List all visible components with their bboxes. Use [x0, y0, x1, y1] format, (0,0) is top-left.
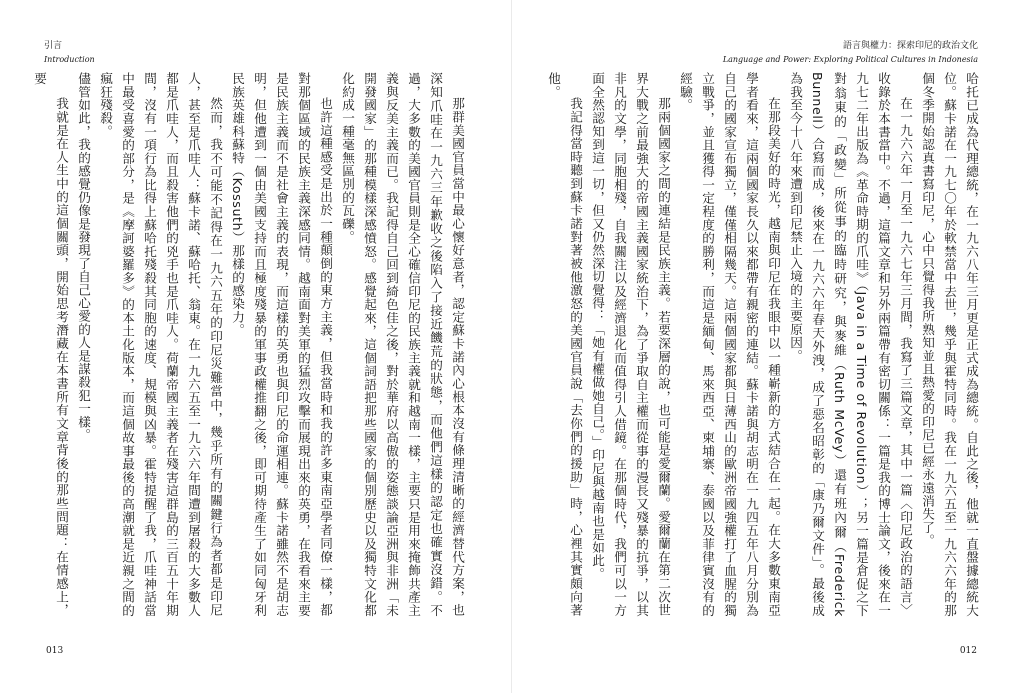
- paragraph: 那兩個國家之間的連結是民族主義。若要深層的說，也可能是愛爾蘭。愛爾蘭在第二次世界大戰之前最強大的帝國主義國家統治下，為了爭取自主權而從事的漫長又殘暴的抗爭，以其非凡的文學，同胞相殘，自我關注以及經濟退化而值得引人借鏡。在那個時代，我們可以一方面全然認知到這一切，但又仍然深切覺得：「她有權做她自己。」印尼與越南也是如此。: [590, 72, 671, 617]
- paragraph: 在那段美好的時光，越南與印尼在我眼中以一種嶄新的方式結合在一起。在大多數東南亞學者看來，這兩個國家長久以來都帶有親密的連結。蘇卡諾與胡志明在一九四五年八月分別為自己的國家宣布獨立，僅僅相隔幾天。這兩個國家都與日薄西山的歐洲帝國強權打了血腥的獨立戰爭，並且獲得一定程度的勝利，而這是緬甸、馬來西亞、柬埔寨、泰國以及菲律賓沒有的經驗。: [678, 72, 781, 617]
- right-page: [512, 0, 1024, 693]
- paragraph: 在一九六六年一月至一九六七年三月間，我寫了三篇文章，其中一篇〈印尼政治的語言〉收錄於本書當中。不過，這篇文章和另外兩篇帶有密切關係：一篇是我的博士論文，後來在一九七二年出版為《革命時期的爪哇》（Java in a Time of Revolution）；另一篇是倉促之下對翁東的「政變」所從事的臨時研究，與麥維（Ruth McVey）還有班內爾（Frederick Bunnell）合寫而成，後來在一九六六年春天外洩，成了惡名昭彰的「康乃爾文件」。最後成為我至今十八年來遭到印尼禁止入境的主要原因。: [788, 72, 913, 617]
- body-text-right: [546, 72, 982, 617]
- page-number-left: 013: [46, 646, 64, 656]
- paragraph: 然而，我不可能不記得在一九六五年的印尼災難當中，幾乎所有的關鍵行為者都是印尼人，甚至是爪哇人：蘇卡諾、蘇哈托、翁東。在一九六五至一九六六年間遭到屠殺的大多數人都是爪哇人，而且殺害他們的兇手也是爪哇人。荷蘭帝國主義者在殘害這群島的三百五十年期間，沒有一項行為比得上蘇哈托殘殺其同胞的速度、規模與凶暴。霍特提醒了我，爪哇神話當中最受喜愛的部分，是《摩訶婆羅多》的本土化版本，而這個故事最後的高潮就是近親之間的瘋狂殘殺。: [98, 72, 223, 617]
- running-head-title-en: Introduction: [44, 55, 95, 64]
- running-head-left: [44, 39, 95, 67]
- paragraph: 我記得當時聽到蘇卡諾對著被他激怒的美國官員說「去你們的援助」時，心裡其實頗向著他。: [546, 72, 583, 617]
- running-head-title-zh: 語言與權力：探索印尼的政治文化: [842, 41, 978, 51]
- paragraph: 那群美國官員當中最心懷好意者，認定蘇卡諾內心根本沒有條理清晰的經濟替代方案，也深知爪哇在一九六三年歉收之後陷入了接近饑荒的狀態，而他們這樣的認定也確實沒錯。不過，大多數的美國官員則是全心確信印尼的民族主義就和越南一樣，主要只是用來掩飾共產主義與反美主義而已。我記得自己回到綺色佳之後，對於華府以高傲的姿態談論亞洲與非洲「未開發國家」的那種模樣深感憤怒。感覺起來，這個詞語把那些國家的個別歷史以及獨特文化都化約成一種毫無區別的瓦礫。: [340, 72, 465, 617]
- running-head-title-zh: 引言: [44, 41, 63, 51]
- paragraph: 我就是在人生中的這個關頭，開始思考潛藏在本書所有文章背後的那些問題：在情感上，要: [32, 72, 69, 617]
- running-head-title-en: Language and Power: Exploring Political Cultures in Indonesia: [722, 55, 978, 64]
- paragraph: 也許這種感受是出於一種顛倒的東方主義，但我當時和我的許多東南亞學者同僚一樣，都對那個區域的民族主義深感同情。越南面對美軍的猛烈攻擊而展現出來的英勇，在我看來主要是民族主義而不是社會主義的表現，而這樣的英勇也與印尼的命運相連。蘇卡諾雖然不是胡志明，但他遭到一個由美國支持而且極度殘暴的軍事政權推翻之後，即可期待產生了如同匈牙利民族英雄科蘇特（Kossuth）那樣的感染力。: [230, 72, 333, 617]
- body-text-left: [32, 72, 468, 617]
- page-number-right: 012: [959, 646, 977, 656]
- running-head-right: [723, 39, 978, 67]
- paragraph: 哈托已成為代理總統，在一九六八年三月更是正式成為總統。自此之後，他就一直盤據總統大位。蘇卡諾在一九七〇年於軟禁當中去世，幾乎與霍特同時。我在一九六五至一九六六年的那個冬季開始認真書寫印尼，心中只覺得我所熟知並且熱愛的印尼已經永遠消失了。: [920, 72, 979, 617]
- paragraph: 儘管如此，我的感覺仍像是發現了自己心愛的人是謀殺犯一樣。: [76, 72, 91, 442]
